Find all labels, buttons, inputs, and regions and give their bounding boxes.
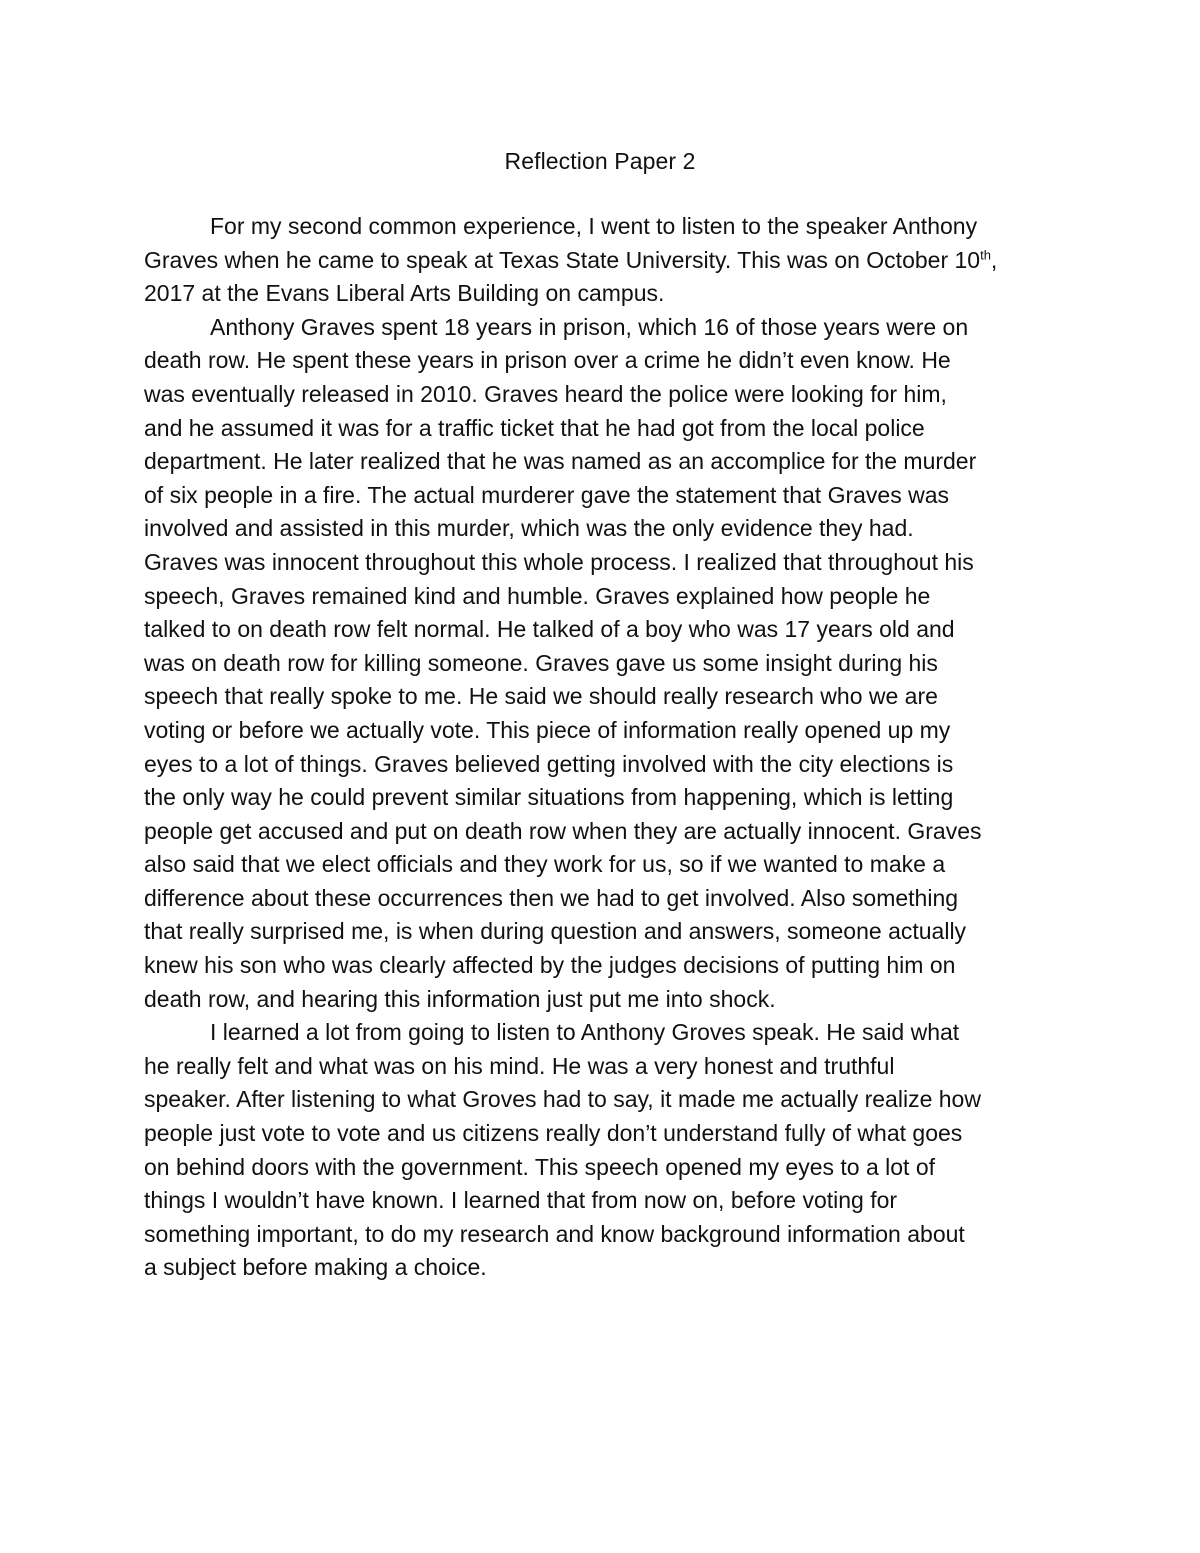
line-text: that really surprised me, is when during question and answers, someone actually [144,918,967,945]
text-line [144,714,1058,748]
line-text: things I wouldn’t have known. I learned that from now on, before voting for [144,1187,898,1214]
text-line [144,647,1058,681]
line-text: involved and assisted in this murder, which was the only evidence they had. [144,515,914,542]
line-text: speech, Graves remained kind and humble. Graves explained how people he [144,582,931,609]
paragraph [144,210,1058,311]
line-text: Graves was innocent throughout this whole process. I realized that throughout his [144,548,974,575]
text-line [144,748,1058,782]
line-text: was on death row for killing someone. Graves gave us some insight during his [144,649,938,676]
text-line [144,1016,1058,1050]
text-line [144,445,1058,479]
text-line [144,412,1058,446]
text-line [144,512,1058,546]
line-text: speaker. After listening to what Groves had to say, it made me actually realize how [144,1086,981,1113]
text-line [144,613,1058,647]
line-text: eyes to a lot of things. Graves believed getting involved with the city elections is [144,750,954,777]
line-text: was eventually released in 2010. Graves heard the police were looking for him, [144,380,947,407]
text-line [144,210,1058,244]
document-title: Reflection Paper 2 [504,148,696,174]
line-text: also said that we elect officials and they work for us, so if we wanted to make a [144,851,946,878]
line-text: I learned a lot from going to listen to Anthony Groves speak. He said what [210,1019,960,1046]
superscript-ordinal: th [980,246,991,262]
paragraph [144,1016,1058,1285]
text-line [144,1083,1058,1117]
text-line [144,1251,1058,1285]
line-text: and he assumed it was for a traffic ticket that he had got from the local police [144,414,925,441]
line-text: something important, to do my research and know background information about [144,1220,965,1247]
line-text: death row. He spent these years in prison over a crime he didn’t even know. He [144,347,951,374]
line-text: people just vote to vote and us citizens really don’t understand fully of what goes [144,1120,963,1147]
text-line [144,479,1058,513]
text-line [144,580,1058,614]
line-text: voting or before we actually vote. This piece of information really opened up my [144,716,951,743]
text-line [144,244,1058,278]
line-text: people get accused and put on death row when they are actually innocent. Graves [144,817,982,844]
line-text: For my second common experience, I went to listen to the speaker Anthony [210,213,978,239]
text-line [144,378,1058,412]
text-line [144,1184,1058,1218]
text-line [144,546,1058,580]
text-line [144,781,1058,815]
text-line [144,344,1058,378]
line-text: Anthony Graves spent 18 years in prison, which 16 of those years were on [210,313,969,340]
document-body [144,210,1058,1285]
line-text: the only way he could prevent similar situations from happening, which is letting [144,784,954,811]
text-line [144,680,1058,714]
line-text: department. He later realized that he was named as an accomplice for the murder [144,448,977,475]
text-line [144,949,1058,983]
text-line [144,815,1058,849]
line-text: death row, and hearing this information just put me into shock. [144,985,776,1012]
text-line [144,1218,1058,1252]
line-punctuation: , [990,246,998,273]
line-text: on behind doors with the government. This speech opened my eyes to a lot of [144,1153,936,1180]
text-line [144,848,1058,882]
line-text: he really felt and what was on his mind. He was a very honest and truthful [144,1052,895,1079]
line-text: Graves when he came to speak at Texas State University. This was on October 10 [144,246,981,273]
line-text: of six people in a fire. The actual murderer gave the statement that Graves was [144,481,949,508]
line-text: knew his son who was clearly affected by the judges decisions of putting him on [144,952,956,979]
text-line [144,882,1058,916]
paragraph [144,311,1058,1016]
line-text: a subject before making a choice. [144,1254,487,1281]
line-text: difference about these occurrences then we had to get involved. Also something [144,884,959,911]
text-line [144,277,1058,311]
line-text: speech that really spoke to me. He said we should really research who we are [144,683,938,710]
text-line [144,983,1058,1017]
line-text: 2017 at the Evans Liberal Arts Building on campus. [144,280,665,307]
line-text: talked to on death row felt normal. He talked of a boy who was 17 years old and [144,616,955,643]
text-line [144,1117,1058,1151]
text-line [144,1050,1058,1084]
text-line [144,311,1058,345]
text-line [144,915,1058,949]
text-line [144,1151,1058,1185]
